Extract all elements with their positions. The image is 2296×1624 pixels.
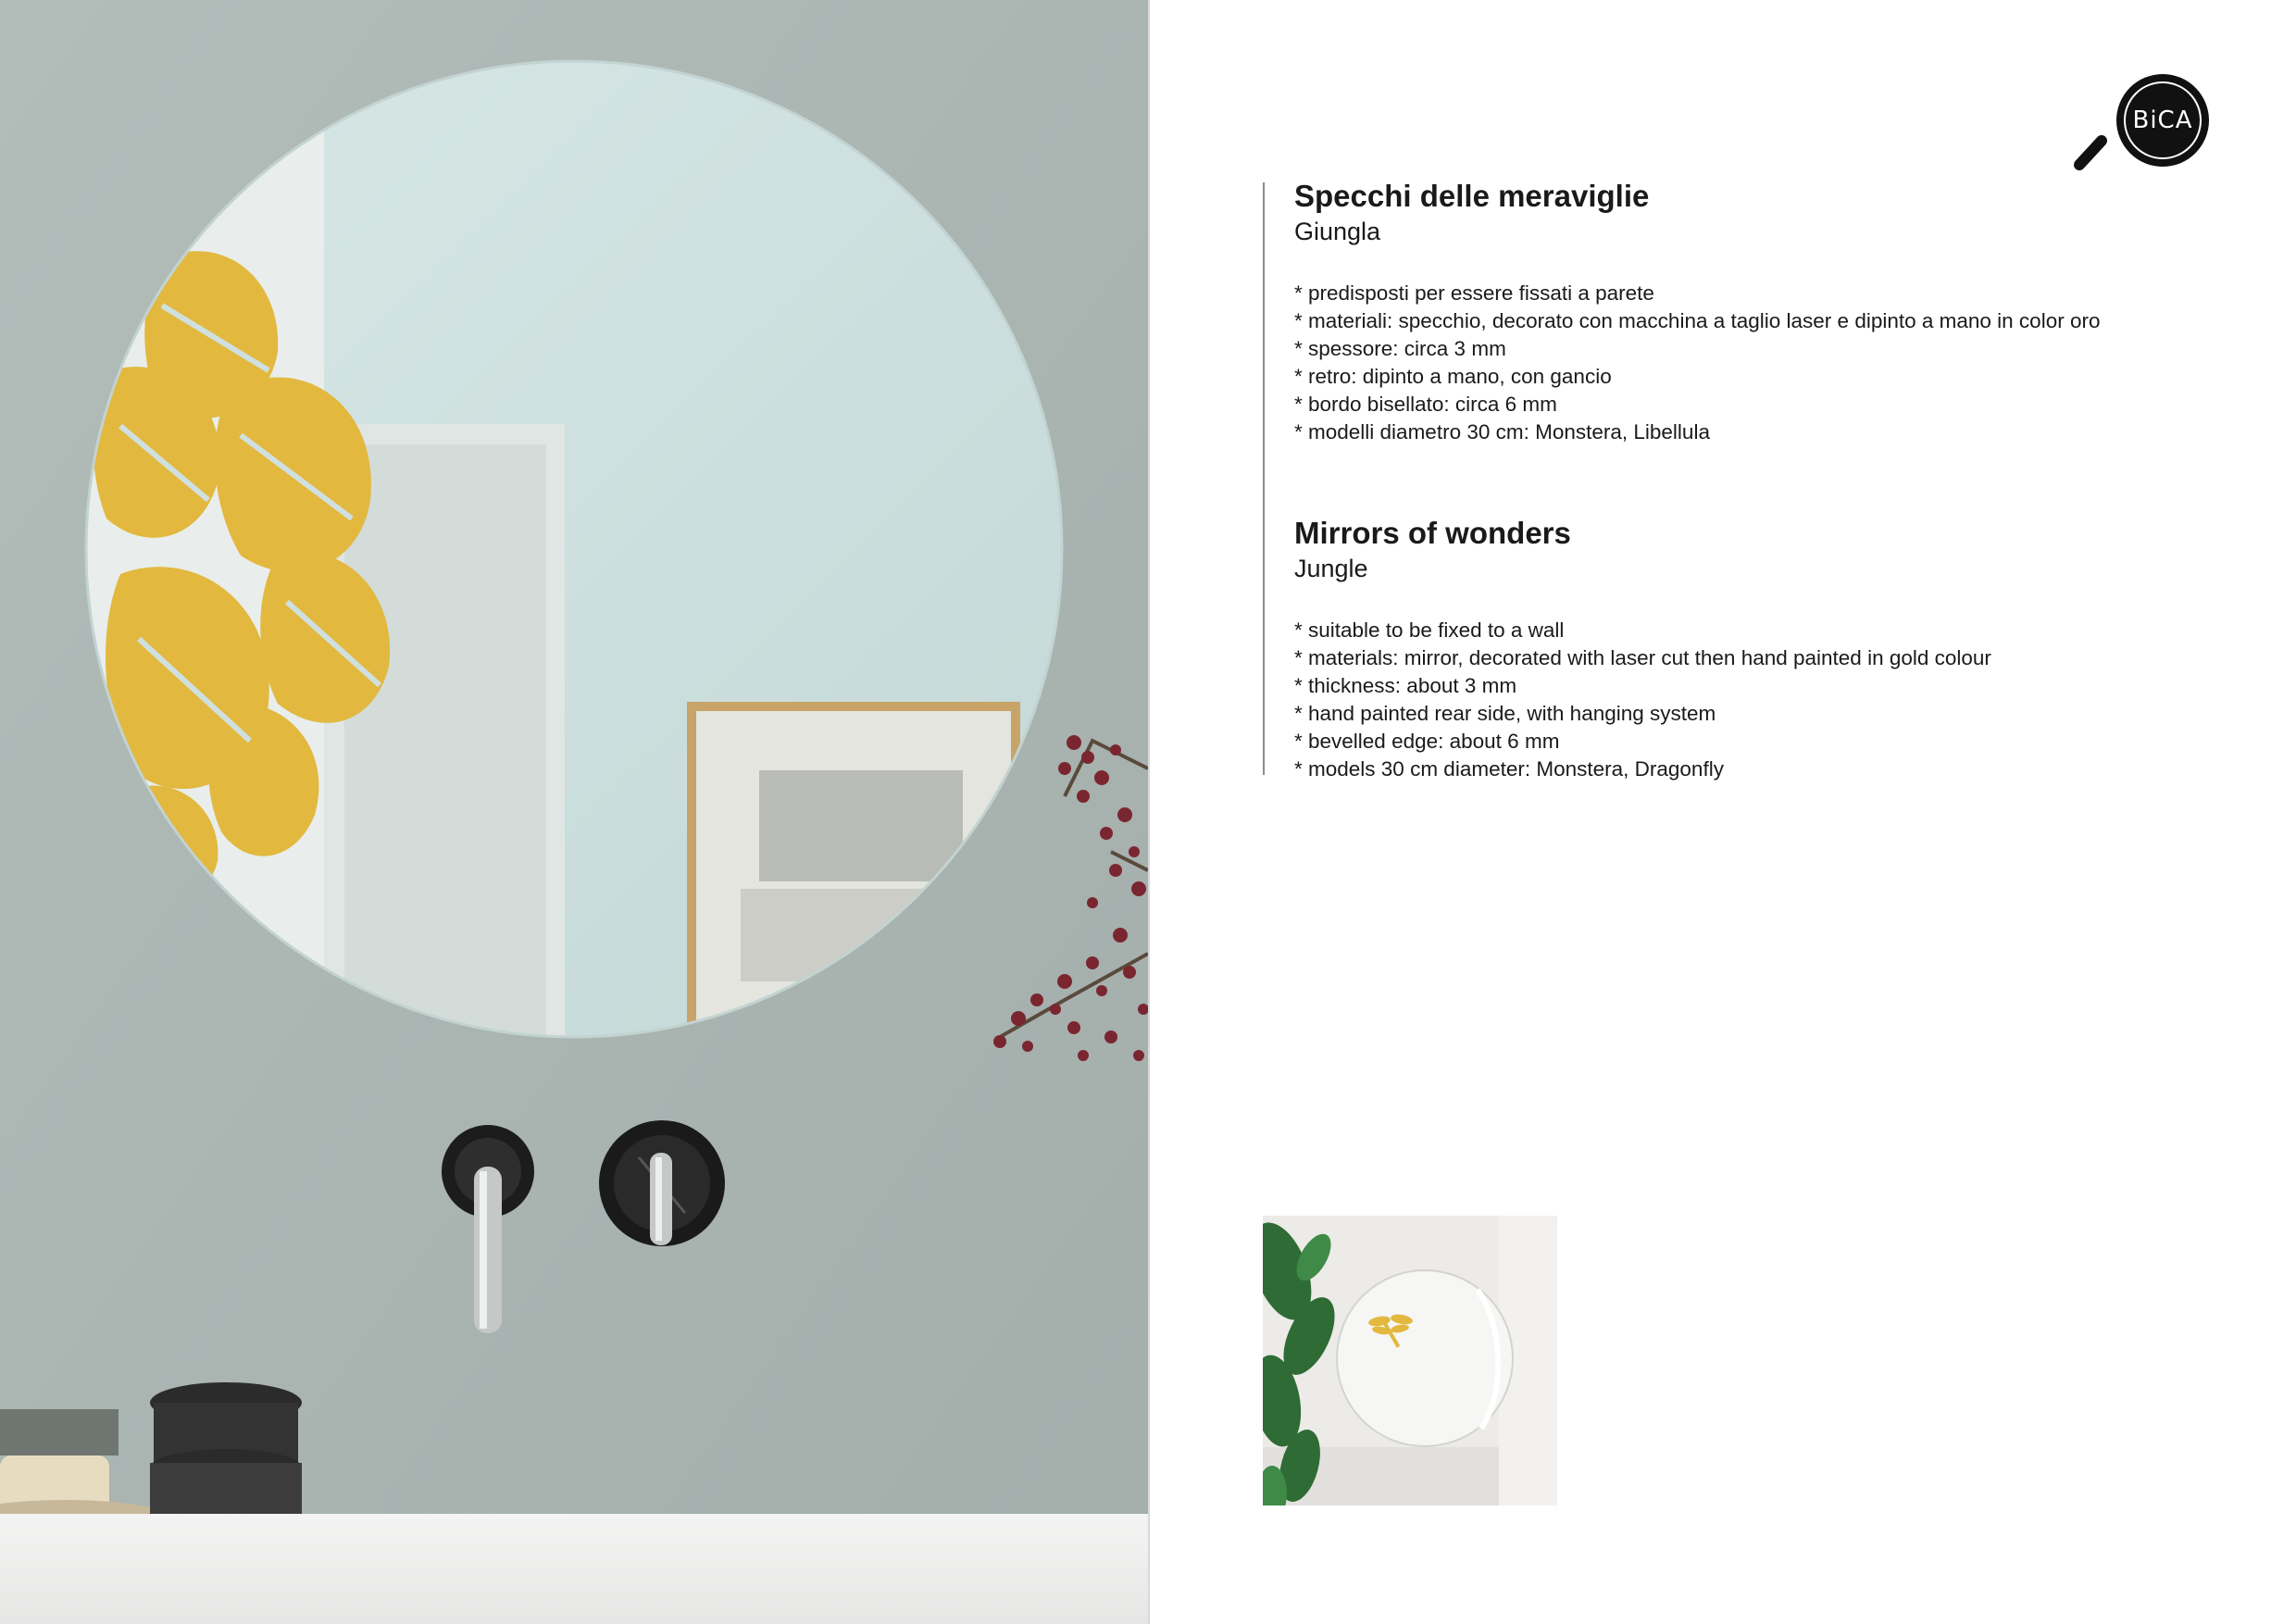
italian-description	[1294, 178, 2220, 446]
feature-item: * materiali: specchio, decorato con macchina a taglio laser e dipinto a mano in color oro	[1294, 309, 2101, 332]
english-subtitle: Jungle	[1294, 555, 1368, 582]
dragonfly-mirror-thumbnail	[1263, 1216, 1557, 1505]
feature-item: * predisposti per essere fissati a parete	[1294, 281, 1654, 305]
feature-item: * materials: mirror, decorated with laser cut then hand painted in gold colour	[1294, 646, 1991, 669]
feature-item: * suitable to be fixed to a wall	[1294, 618, 1565, 642]
feature-item: * hand painted rear side, with hanging system	[1294, 702, 1716, 725]
feature-item: * modelli diametro 30 cm: Monstera, Libellula	[1294, 420, 1710, 443]
italian-title: Specchi delle meraviglie	[1294, 179, 1650, 213]
english-description	[1294, 515, 2220, 783]
feature-item: * bordo bisellato: circa 6 mm	[1294, 393, 1557, 416]
text-divider-line	[1263, 182, 1265, 775]
italian-subtitle: Giungla	[1294, 218, 1381, 245]
sink	[0, 1514, 1148, 1624]
feature-item: * bevelled edge: about 6 mm	[1294, 730, 1560, 753]
feature-item: * retro: dipinto a mano, con gancio	[1294, 365, 1612, 388]
feature-item: * spessore: circa 3 mm	[1294, 337, 1506, 360]
italian-features	[1294, 280, 2220, 446]
page-divider	[1148, 0, 1150, 1624]
english-title: Mirrors of wonders	[1294, 516, 1571, 550]
bica-logo	[2074, 74, 2213, 176]
english-features	[1294, 617, 2220, 783]
feature-item: * models 30 cm diameter: Monstera, Dragonfly	[1294, 757, 1724, 781]
logo-text: BiCA	[2132, 106, 2193, 134]
feature-item: * thickness: about 3 mm	[1294, 674, 1517, 697]
